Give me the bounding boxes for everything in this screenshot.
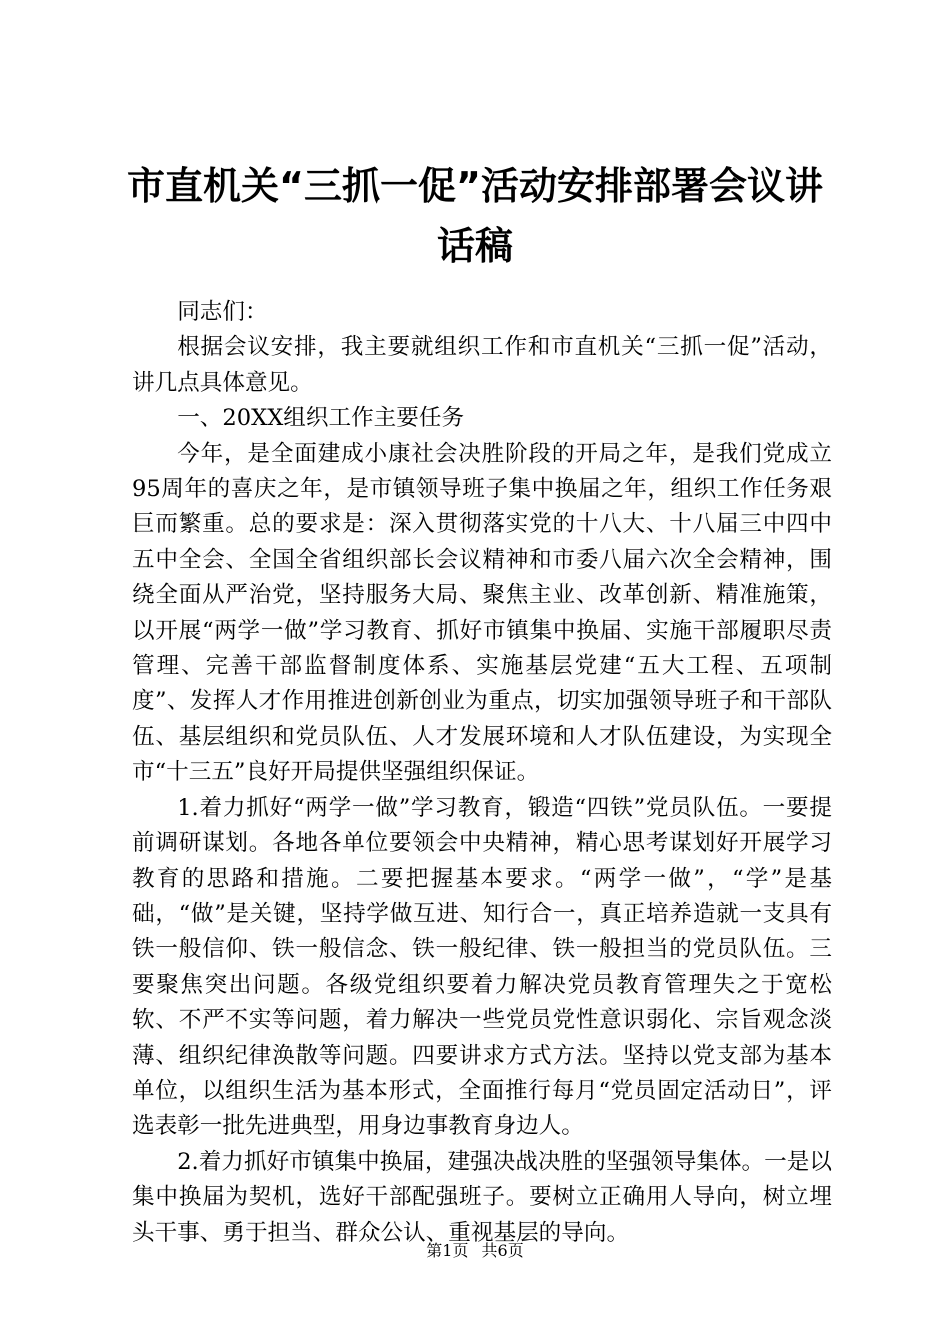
page-number: 第1页 [426,1241,469,1260]
page-total: 共6页 [481,1241,524,1260]
section-heading: 一、20XX组织工作主要任务 [177,405,465,432]
intro-paragraph: 根据会议安排，我主要就组织工作和市直机关“三抓一促”活动，讲几点具体意见。 [132,334,832,396]
document-body [132,295,832,1251]
body-paragraph: 1.着力抓好“两学一做”学习教育，锻造“四铁”党员队伍。一要提前调研谋划。各地各单位要领会中央精神，精心思考谋划好开展学习教育的思路和措施。二要把握基本要求。“两学一做”，“学”是基础，“做”是关键，坚持学做互进、知行合一，真正培养造就一支具有铁一般信仰、铁一般信念、铁一般纪律、铁一般担当的党员队伍。三要聚焦突出问题。各级党组织要着力解决党员教育管理失之于宽松软、不严不实等问题，着力解决一些党员党性意识弱化、宗旨观念淡薄、组织纪律涣散等问题。四要讲求方式方法。坚持以党支部为基本单位，以组织生活为基本形式，全面推行每月“党员固定活动日”，评选表彰一批先进典型，用身边事教育身边人。 [132,794,832,1140]
page-footer [0,1240,950,1262]
body-paragraph: 今年，是全面建成小康社会决胜阶段的开局之年，是我们党成立95周年的喜庆之年，是市镇领导班子集中换届之年，组织工作任务艰巨而繁重。总的要求是：深入贯彻落实党的十八大、十八届三中四中五中全会、全国全省组织部长会议精神和市委八届六次全会精神，围绕全面从严治党，坚持服务大局、聚焦主业、改革创新、精准施策，以开展“两学一做”学习教育、抓好市镇集中换届、实施干部履职尽责管理、完善干部监督制度体系、实施基层党建“五大工程、五项制度”、发挥人才作用推进创新创业为重点，切实加强领导班子和干部队伍、基层组织和党员队伍、人才发展环境和人才队伍建设，为实现全市“十三五”良好开局提供坚强组织保证。 [132,440,832,786]
body-paragraph: 2.着力抓好市镇集中换届，建强决战决胜的坚强领导集体。一是以集中换届为契机，选好干部配强班子。要树立正确用人导向，树立埋头干事、勇于担当、群众公认、重视基层的导向。 [132,1148,832,1246]
salutation-paragraph: 同志们： [177,299,268,325]
document-title: 市直机关“三抓一促”活动安排部署会议讲话稿 [127,164,823,268]
